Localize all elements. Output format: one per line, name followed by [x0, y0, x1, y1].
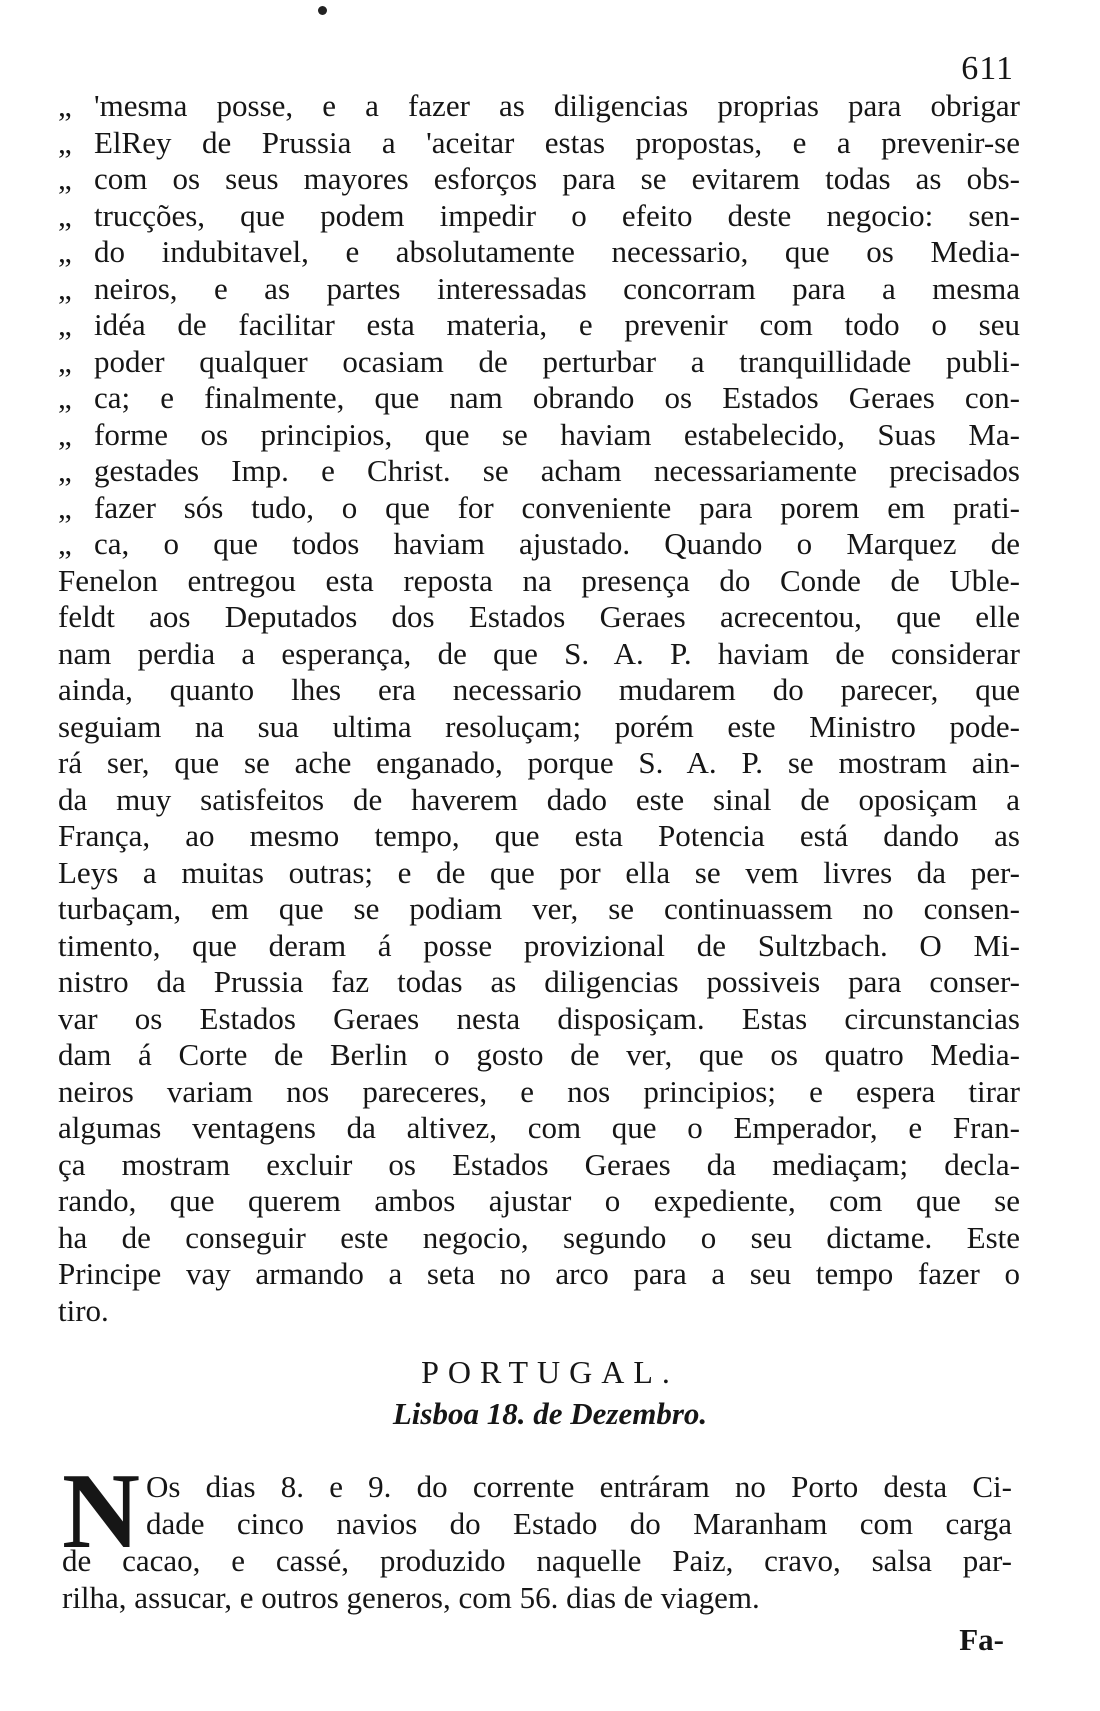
text-line: Fenelon entregou esta reposta na presença do Conde de Uble- [58, 562, 1020, 598]
line-text: ElRey de Prussia a 'aceitar estas propostas, e a prevenir-se [94, 124, 1020, 160]
text-line: Os dias 8. e 9. do corrente entráram no Porto desta Ci- [146, 1469, 1012, 1504]
quote-mark: „ [58, 416, 72, 452]
text-line: turbaçam, em que se podiam ver, se continuassem no consen- [58, 891, 1020, 926]
section-heading: PORTUGAL. [421, 1354, 679, 1390]
quote-mark: „ [58, 197, 72, 233]
text-line: algumas ventagens da altivez, com que o Emperador, e Fran- [58, 1110, 1020, 1145]
quote-mark: „ [58, 234, 72, 269]
text-line: ça mostram excluir os Estados Geraes da mediaçam; decla- [58, 1146, 1020, 1182]
ink-speck [318, 6, 327, 15]
text-line: rando, que querem ambos ajustar o expediente, com que se [58, 1183, 1020, 1218]
text-line [58, 307, 1020, 344]
text-line: nam perdia a esperança, de que S. A. P. haviam de considerar [58, 635, 1020, 671]
text-line: ha de conseguir este negocio, segundo o seu dictame. Este [58, 1219, 1020, 1255]
quote-mark: „ [58, 88, 72, 123]
text-line [58, 526, 1020, 563]
text-line: var os Estados Geraes nesta disposiçam. Estas circunstancias [58, 1000, 1020, 1036]
text-line [58, 344, 1020, 381]
line-text: com os seus mayores esforços para se evitarem todas as obs- [94, 161, 1020, 196]
text-line: nistro da Prussia faz todas as diligencias possiveis para conser- [58, 964, 1020, 999]
quote-mark: „ [58, 307, 72, 342]
quoted-passage [58, 88, 1020, 563]
text-line: dade cinco navios do Estado do Maranham com carga [146, 1506, 1012, 1541]
quote-mark: „ [58, 453, 72, 488]
quote-mark: „ [58, 161, 72, 196]
text-line: dam á Corte de Berlin o gosto de ver, que os quatro Media- [58, 1037, 1020, 1072]
drop-cap: N [62, 1452, 140, 1571]
narrative-passage [58, 563, 1020, 1330]
line-text: forme os principios, que se haviam estabelecido, Suas Ma- [94, 416, 1020, 452]
text-line: Leys a muitas outras; e de que por ella se vem livres da per- [58, 854, 1020, 890]
article-body [58, 88, 1020, 1329]
dateline: Lisboa 18. de Dezembro. [392, 1396, 708, 1431]
news-lines [62, 1452, 1012, 1616]
text-line: de cacao, e cassé, produzido naquelle Paiz, cravo, salsa par- [62, 1543, 1012, 1578]
line-text: poder qualquer ocasiam de perturbar a tranquillidade publi- [94, 343, 1020, 379]
text-line: seguiam na sua ultima resoluçam; porém este Ministro pode- [58, 708, 1020, 744]
line-text: ca, o que todos haviam ajustado. Quando o Marquez de [94, 526, 1020, 561]
text-line: timento, que deram á posse provizional de Sultzbach. O Mi- [58, 927, 1020, 963]
text-line [58, 490, 1020, 527]
text-line: da muy satisfeitos de haverem dado este sinal de oposiçam a [58, 781, 1020, 817]
quote-mark: „ [58, 526, 72, 561]
quote-mark: „ [58, 380, 72, 415]
text-line [58, 125, 1020, 162]
text-line [58, 198, 1020, 235]
text-line [58, 271, 1020, 308]
text-line [58, 88, 1020, 125]
text-line [58, 161, 1020, 198]
text-line [58, 453, 1020, 490]
text-line: tiro. [58, 1292, 109, 1328]
quote-mark: „ [58, 270, 72, 306]
text-line: Principe vay armando a seta no arco para a seu tempo fazer o [58, 1256, 1020, 1291]
line-text: fazer sós tudo, o que for conveniente para porem em prati- [94, 489, 1020, 525]
line-text: trucções, que podem impedir o efeito deste negocio: sen- [94, 197, 1020, 233]
text-line: França, ao mesmo tempo, que esta Potencia está dando as [58, 818, 1020, 853]
line-text: do indubitavel, e absolutamente necessario, que os Media- [94, 234, 1020, 269]
quote-mark: „ [58, 343, 72, 379]
line-text: gestades Imp. e Christ. se acham necessariamente precisados [94, 453, 1020, 488]
line-text: 'mesma posse, e a fazer as diligencias proprias para obrigar [94, 88, 1020, 123]
text-line: rilha, assucar, e outros generos, com 56. dias de viagem. [62, 1580, 760, 1615]
text-line [58, 417, 1020, 454]
quote-mark: „ [58, 124, 72, 160]
line-text: idéa de facilitar esta materia, e prevenir com todo o seu [94, 307, 1020, 342]
catchword: Fa- [959, 1622, 1004, 1657]
page-number: 611 [961, 50, 1014, 87]
quote-mark: „ [58, 489, 72, 525]
text-line: ainda, quanto lhes era necessario mudarem do parecer, que [58, 672, 1020, 707]
text-line: rá ser, que se ache enganado, porque S. A. P. se mostram ain- [58, 745, 1020, 780]
line-text: neiros, e as partes interessadas concorram para a mesma [94, 270, 1020, 306]
line-text: ca; e finalmente, que nam obrando os Estados Geraes con- [94, 380, 1020, 415]
text-line: feldt aos Deputados dos Estados Geraes acrecentou, que elle [58, 599, 1020, 634]
news-paragraph [62, 1452, 1012, 1616]
text-line [58, 234, 1020, 271]
text-line: neiros variam nos pareceres, e nos principios; e espera tirar [58, 1073, 1020, 1109]
text-line [58, 380, 1020, 417]
